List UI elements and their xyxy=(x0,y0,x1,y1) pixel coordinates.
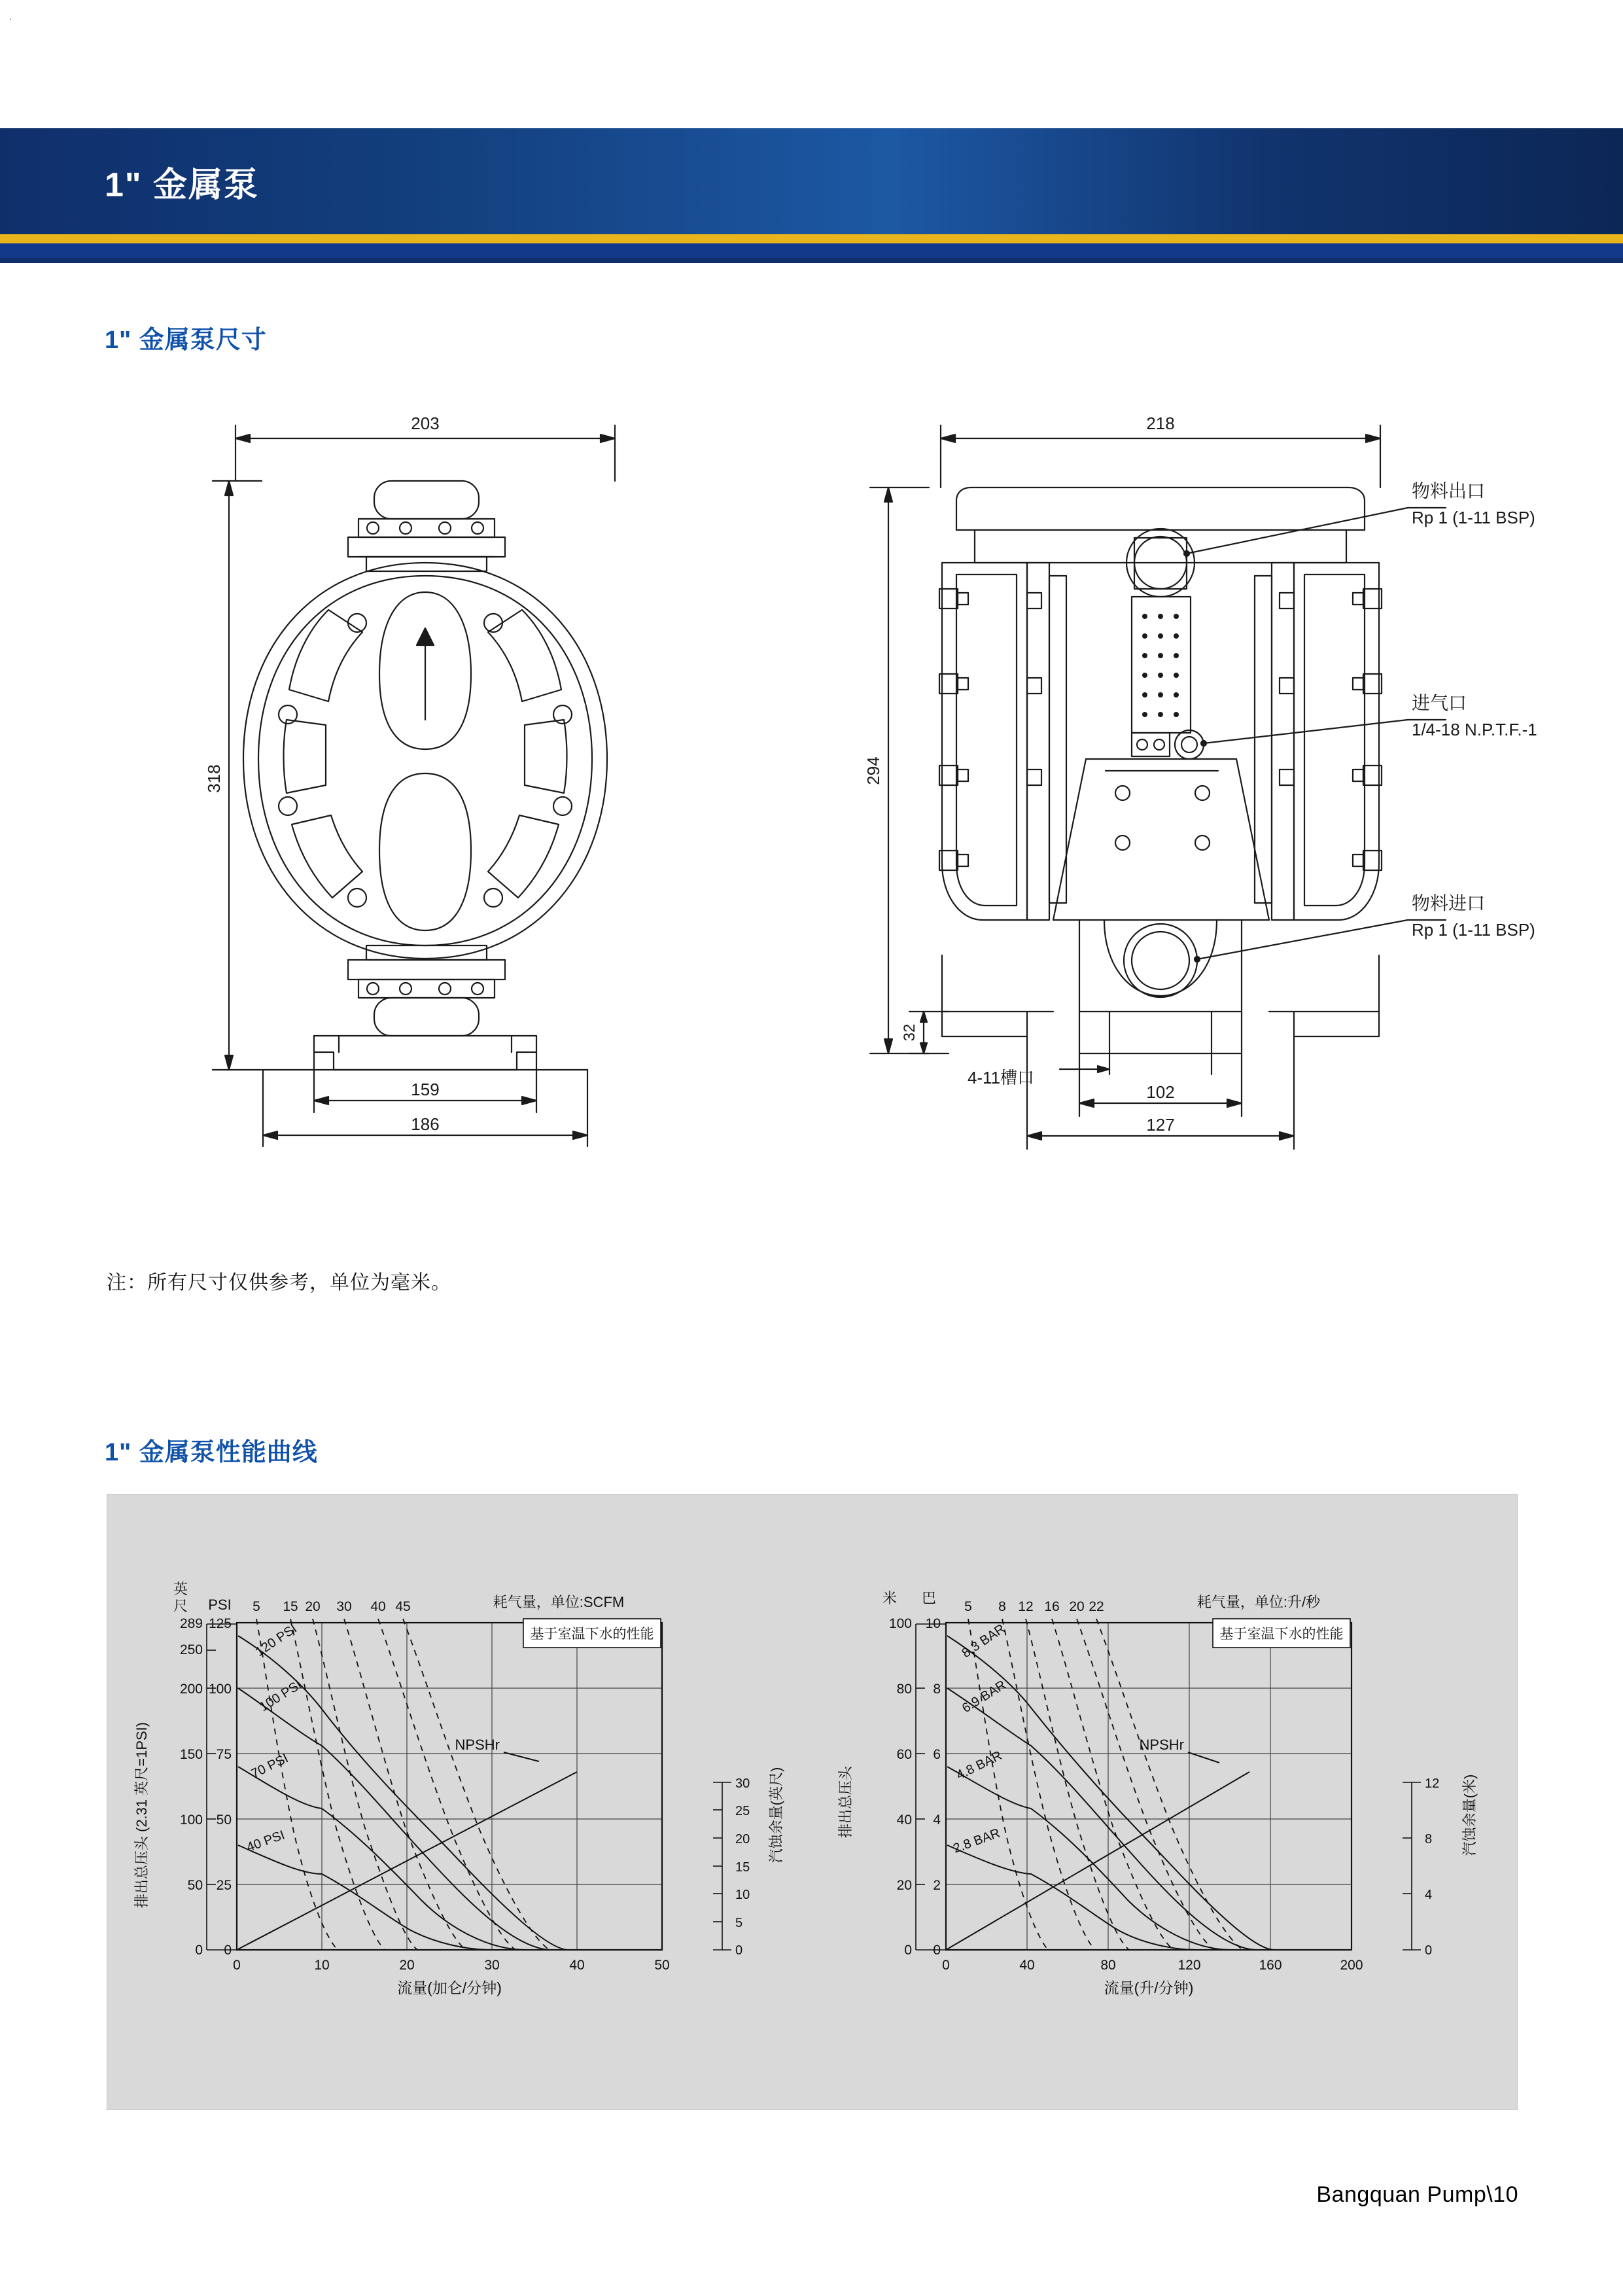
svg-text:英: 英 xyxy=(173,1581,188,1597)
svg-text:PSI: PSI xyxy=(208,1597,232,1613)
svg-text:8: 8 xyxy=(1425,1832,1433,1846)
svg-text:0: 0 xyxy=(904,1943,912,1958)
svg-text:16: 16 xyxy=(1044,1599,1060,1614)
svg-text:50: 50 xyxy=(654,1958,670,1973)
svg-text:100: 100 xyxy=(208,1682,232,1697)
svg-text:20: 20 xyxy=(735,1832,750,1846)
svg-text:80: 80 xyxy=(1100,1958,1116,1973)
svg-text:米: 米 xyxy=(882,1590,898,1606)
svg-text:100: 100 xyxy=(888,1616,912,1631)
svg-text:70 PSI: 70 PSI xyxy=(249,1751,291,1782)
svg-text:4: 4 xyxy=(1425,1888,1433,1902)
svg-text:基于室温下水的性能: 基于室温下水的性能 xyxy=(530,1627,654,1642)
svg-text:12: 12 xyxy=(1018,1599,1034,1614)
svg-text:0: 0 xyxy=(224,1943,232,1958)
svg-text:40: 40 xyxy=(896,1812,912,1828)
svg-text:物料进口: 物料进口 xyxy=(1412,893,1486,913)
svg-text:120 PSI: 120 PSI xyxy=(253,1621,300,1660)
svg-text:318: 318 xyxy=(204,764,224,793)
svg-text:120: 120 xyxy=(1178,1958,1201,1973)
svg-text:50: 50 xyxy=(187,1878,203,1893)
svg-text:22: 22 xyxy=(1089,1599,1104,1614)
page-footer: Bangquan Pump\10 xyxy=(1316,2182,1518,2207)
svg-text:15: 15 xyxy=(735,1860,750,1875)
dimension-note: 注：所有尺寸仅供参考，单位为毫米。 xyxy=(107,1272,451,1294)
svg-text:30: 30 xyxy=(735,1776,750,1791)
svg-text:127: 127 xyxy=(1146,1115,1175,1135)
svg-text:80: 80 xyxy=(896,1682,912,1697)
performance-curve-chart xyxy=(107,1494,1518,2110)
svg-text:20: 20 xyxy=(1069,1599,1085,1614)
svg-text:0: 0 xyxy=(233,1958,241,1973)
svg-text:0: 0 xyxy=(1425,1943,1433,1958)
svg-text:8: 8 xyxy=(933,1682,941,1697)
svg-text:32: 32 xyxy=(901,1023,918,1042)
svg-text:排出总压头 (2.31 英尺=1PSI): 排出总压头 (2.31 英尺=1PSI) xyxy=(133,1722,150,1909)
svg-text:75: 75 xyxy=(216,1747,232,1762)
svg-text:物料出口: 物料出口 xyxy=(1412,481,1486,501)
svg-text:100: 100 xyxy=(179,1812,203,1828)
svg-text:10: 10 xyxy=(735,1888,750,1902)
svg-text:1/4-18 N.P.T.F.-1: 1/4-18 N.P.T.F.-1 xyxy=(1412,720,1537,739)
svg-text:巴: 巴 xyxy=(921,1590,937,1606)
svg-text:4.8 BAR: 4.8 BAR xyxy=(954,1748,1005,1783)
svg-text:10: 10 xyxy=(925,1616,941,1631)
svg-text:150: 150 xyxy=(179,1747,203,1762)
header-rule-blue-2 xyxy=(0,258,1623,263)
svg-text:159: 159 xyxy=(411,1080,440,1099)
svg-text:200: 200 xyxy=(179,1682,203,1697)
svg-text:8: 8 xyxy=(998,1599,1006,1614)
svg-text:汽蚀余量(米): 汽蚀余量(米) xyxy=(1461,1774,1478,1856)
svg-text:NPSHr: NPSHr xyxy=(455,1737,500,1753)
svg-text:2.8 BAR: 2.8 BAR xyxy=(951,1826,1002,1856)
svg-text:40: 40 xyxy=(569,1958,585,1973)
svg-text:294: 294 xyxy=(864,756,883,785)
page-title: 1" 金属泵 xyxy=(105,166,260,204)
svg-text:20: 20 xyxy=(305,1599,321,1614)
svg-text:102: 102 xyxy=(1146,1082,1175,1102)
svg-text:45: 45 xyxy=(395,1599,411,1614)
svg-text:耗气量，单位:SCFM: 耗气量，单位:SCFM xyxy=(493,1594,625,1610)
svg-text:186: 186 xyxy=(411,1114,440,1134)
header-rule-blue xyxy=(0,243,1623,258)
svg-text:12: 12 xyxy=(1425,1776,1440,1791)
corner-mark: · xyxy=(9,13,12,24)
svg-text:5: 5 xyxy=(253,1599,260,1614)
svg-text:进气口: 进气口 xyxy=(1412,693,1467,713)
svg-text:40 PSI: 40 PSI xyxy=(245,1828,287,1855)
svg-text:5: 5 xyxy=(735,1916,743,1930)
svg-text:200: 200 xyxy=(1340,1958,1363,1973)
section-title-curves: 1" 金属泵性能曲线 xyxy=(105,1439,318,1466)
svg-text:流量(升/分钟): 流量(升/分钟) xyxy=(1104,1979,1194,1996)
svg-text:20: 20 xyxy=(896,1878,912,1893)
svg-text:10: 10 xyxy=(314,1958,330,1973)
svg-text:30: 30 xyxy=(336,1599,352,1614)
svg-text:6: 6 xyxy=(933,1747,941,1762)
svg-text:100 PSI: 100 PSI xyxy=(256,1677,305,1715)
svg-text:218: 218 xyxy=(1146,414,1175,433)
svg-text:0: 0 xyxy=(933,1943,941,1958)
svg-text:40: 40 xyxy=(370,1599,386,1614)
svg-text:250: 250 xyxy=(179,1642,203,1657)
header-rule-yellow xyxy=(0,234,1623,243)
svg-text:125: 125 xyxy=(208,1616,232,1631)
svg-text:排出总压头: 排出总压头 xyxy=(837,1765,854,1839)
svg-text:160: 160 xyxy=(1259,1958,1282,1973)
svg-text:8.3 BAR: 8.3 BAR xyxy=(959,1621,1008,1661)
svg-text:流量(加仑/分钟): 流量(加仑/分钟) xyxy=(397,1979,502,1996)
svg-text:尺: 尺 xyxy=(173,1598,188,1614)
svg-text:25: 25 xyxy=(216,1878,232,1893)
svg-text:4: 4 xyxy=(933,1812,941,1828)
svg-text:0: 0 xyxy=(195,1943,203,1958)
svg-text:5: 5 xyxy=(964,1599,972,1614)
svg-text:汽蚀余量(英尺): 汽蚀余量(英尺) xyxy=(768,1767,784,1863)
svg-text:30: 30 xyxy=(484,1958,500,1973)
svg-text:50: 50 xyxy=(216,1812,232,1828)
svg-text:耗气量，单位:升/秒: 耗气量，单位:升/秒 xyxy=(1196,1594,1321,1610)
svg-text:基于室温下水的性能: 基于室温下水的性能 xyxy=(1219,1627,1344,1642)
svg-text:289: 289 xyxy=(179,1616,203,1631)
svg-text:0: 0 xyxy=(735,1943,743,1958)
svg-text:Rp 1 (1-11 BSP): Rp 1 (1-11 BSP) xyxy=(1412,508,1535,527)
svg-text:60: 60 xyxy=(896,1747,912,1762)
svg-text:40: 40 xyxy=(1019,1958,1035,1973)
svg-text:15: 15 xyxy=(283,1599,298,1614)
svg-text:NPSHr: NPSHr xyxy=(1139,1737,1184,1753)
svg-text:Rp 1 (1-11 BSP): Rp 1 (1-11 BSP) xyxy=(1412,920,1535,940)
svg-text:2: 2 xyxy=(933,1878,941,1893)
svg-text:25: 25 xyxy=(735,1804,750,1818)
section-title-dimensions: 1" 金属泵尺寸 xyxy=(105,327,267,354)
svg-text:0: 0 xyxy=(942,1958,950,1973)
svg-text:6.9 BAR: 6.9 BAR xyxy=(959,1678,1009,1716)
pump-dimension-drawing xyxy=(98,366,1537,1237)
svg-text:203: 203 xyxy=(411,414,440,433)
svg-text:20: 20 xyxy=(399,1958,415,1973)
svg-text:4-11槽口: 4-11槽口 xyxy=(967,1068,1035,1087)
